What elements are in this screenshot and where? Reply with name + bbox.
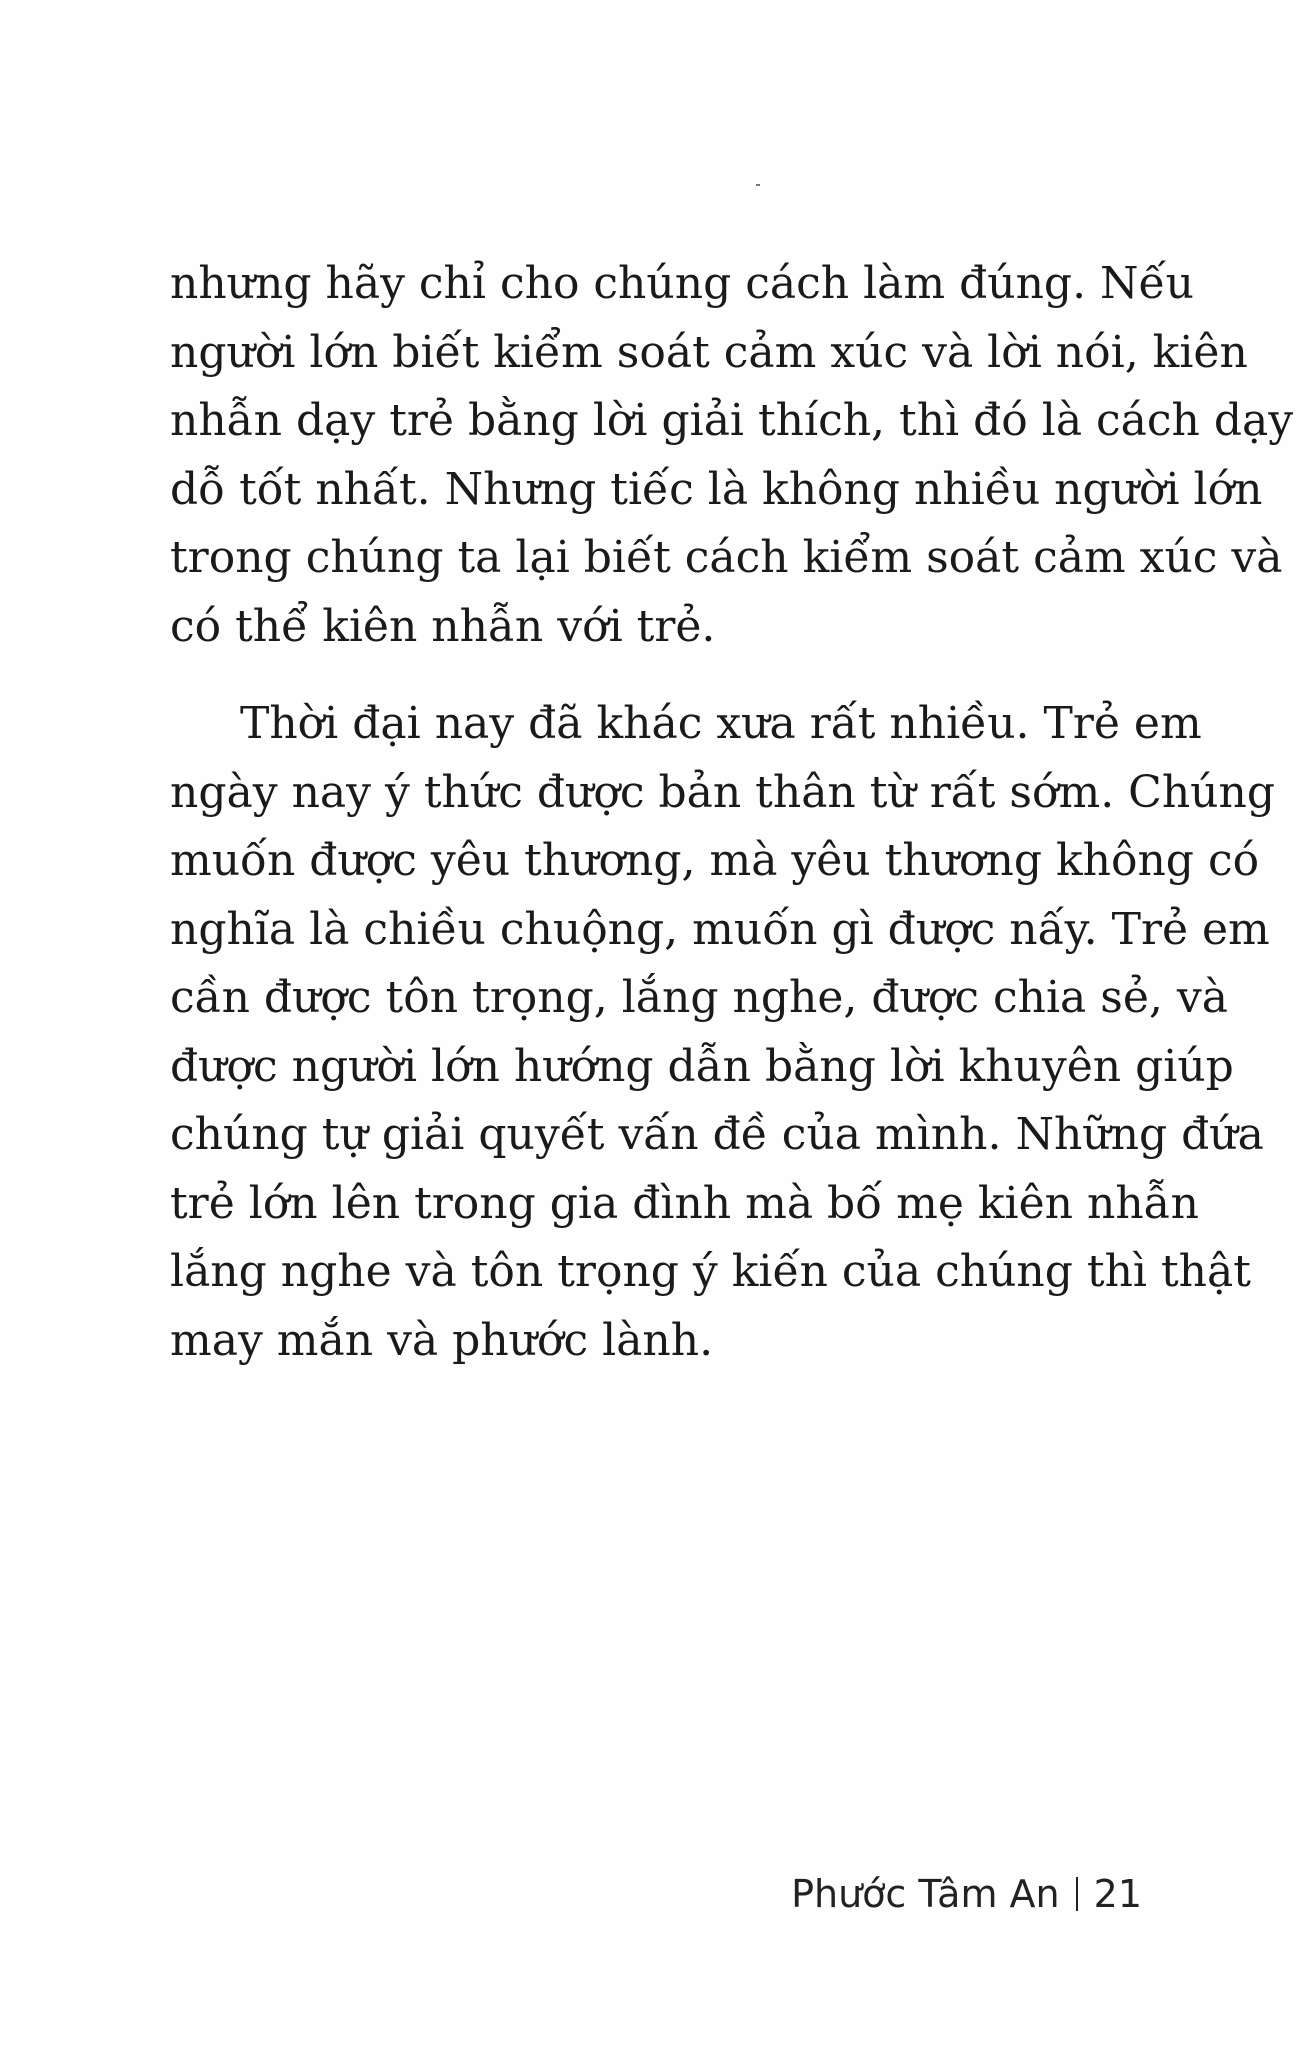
paragraph-line: trẻ lớn lên trong gia đình mà bố mẹ kiên nhẫn (170, 1177, 1199, 1229)
paragraph-1 (170, 250, 1294, 661)
paragraph-line: Thời đại nay đã khác xưa rất nhiều. Trẻ em (240, 698, 1202, 749)
paragraph-line: nghĩa là chiều chuộng, muốn gì được nấy. Trẻ em (170, 903, 1270, 955)
page-number: 21 (1093, 1872, 1142, 1916)
paragraph-line: dỗ tốt nhất. Nhưng tiếc là không nhiều người lớn (170, 463, 1263, 515)
paragraph-line: chúng tự giải quyết vấn đề của mình. Những đứa (170, 1109, 1264, 1160)
paragraph-line: có thể kiên nhẫn với trẻ. (170, 600, 716, 652)
paragraph-line: trong chúng ta lại biết cách kiểm soát cảm xúc và (170, 532, 1283, 583)
paragraph-line: người lớn biết kiểm soát cảm xúc và lời nói, kiên (170, 326, 1248, 378)
footer-divider (1076, 1877, 1078, 1911)
paragraph-line: được người lớn hướng dẫn bằng lời khuyên giúp (170, 1040, 1234, 1092)
paragraph-line: ngày nay ý thức được bản thân từ rất sớm. Chúng (170, 766, 1276, 818)
paragraph-line: lắng nghe và tôn trọng ý kiến của chúng thì thật (170, 1246, 1251, 1297)
paragraph-line: muốn được yêu thương, mà yêu thương không có (170, 835, 1260, 886)
paragraph-line: cần được tôn trọng, lắng nghe, được chia sẻ, và (170, 972, 1228, 1023)
paragraph-line: may mắn và phước lành. (170, 1314, 714, 1366)
scan-speck (756, 184, 760, 186)
paragraph-line: nhẫn dạy trẻ bằng lời giải thích, thì đó là cách dạy (170, 395, 1294, 446)
page-footer (791, 1872, 1142, 1916)
running-title: Phước Tâm An (791, 1872, 1060, 1916)
paragraph-line: nhưng hãy chỉ cho chúng cách làm đúng. Nếu (170, 258, 1194, 309)
paragraph-2 (170, 690, 1276, 1375)
